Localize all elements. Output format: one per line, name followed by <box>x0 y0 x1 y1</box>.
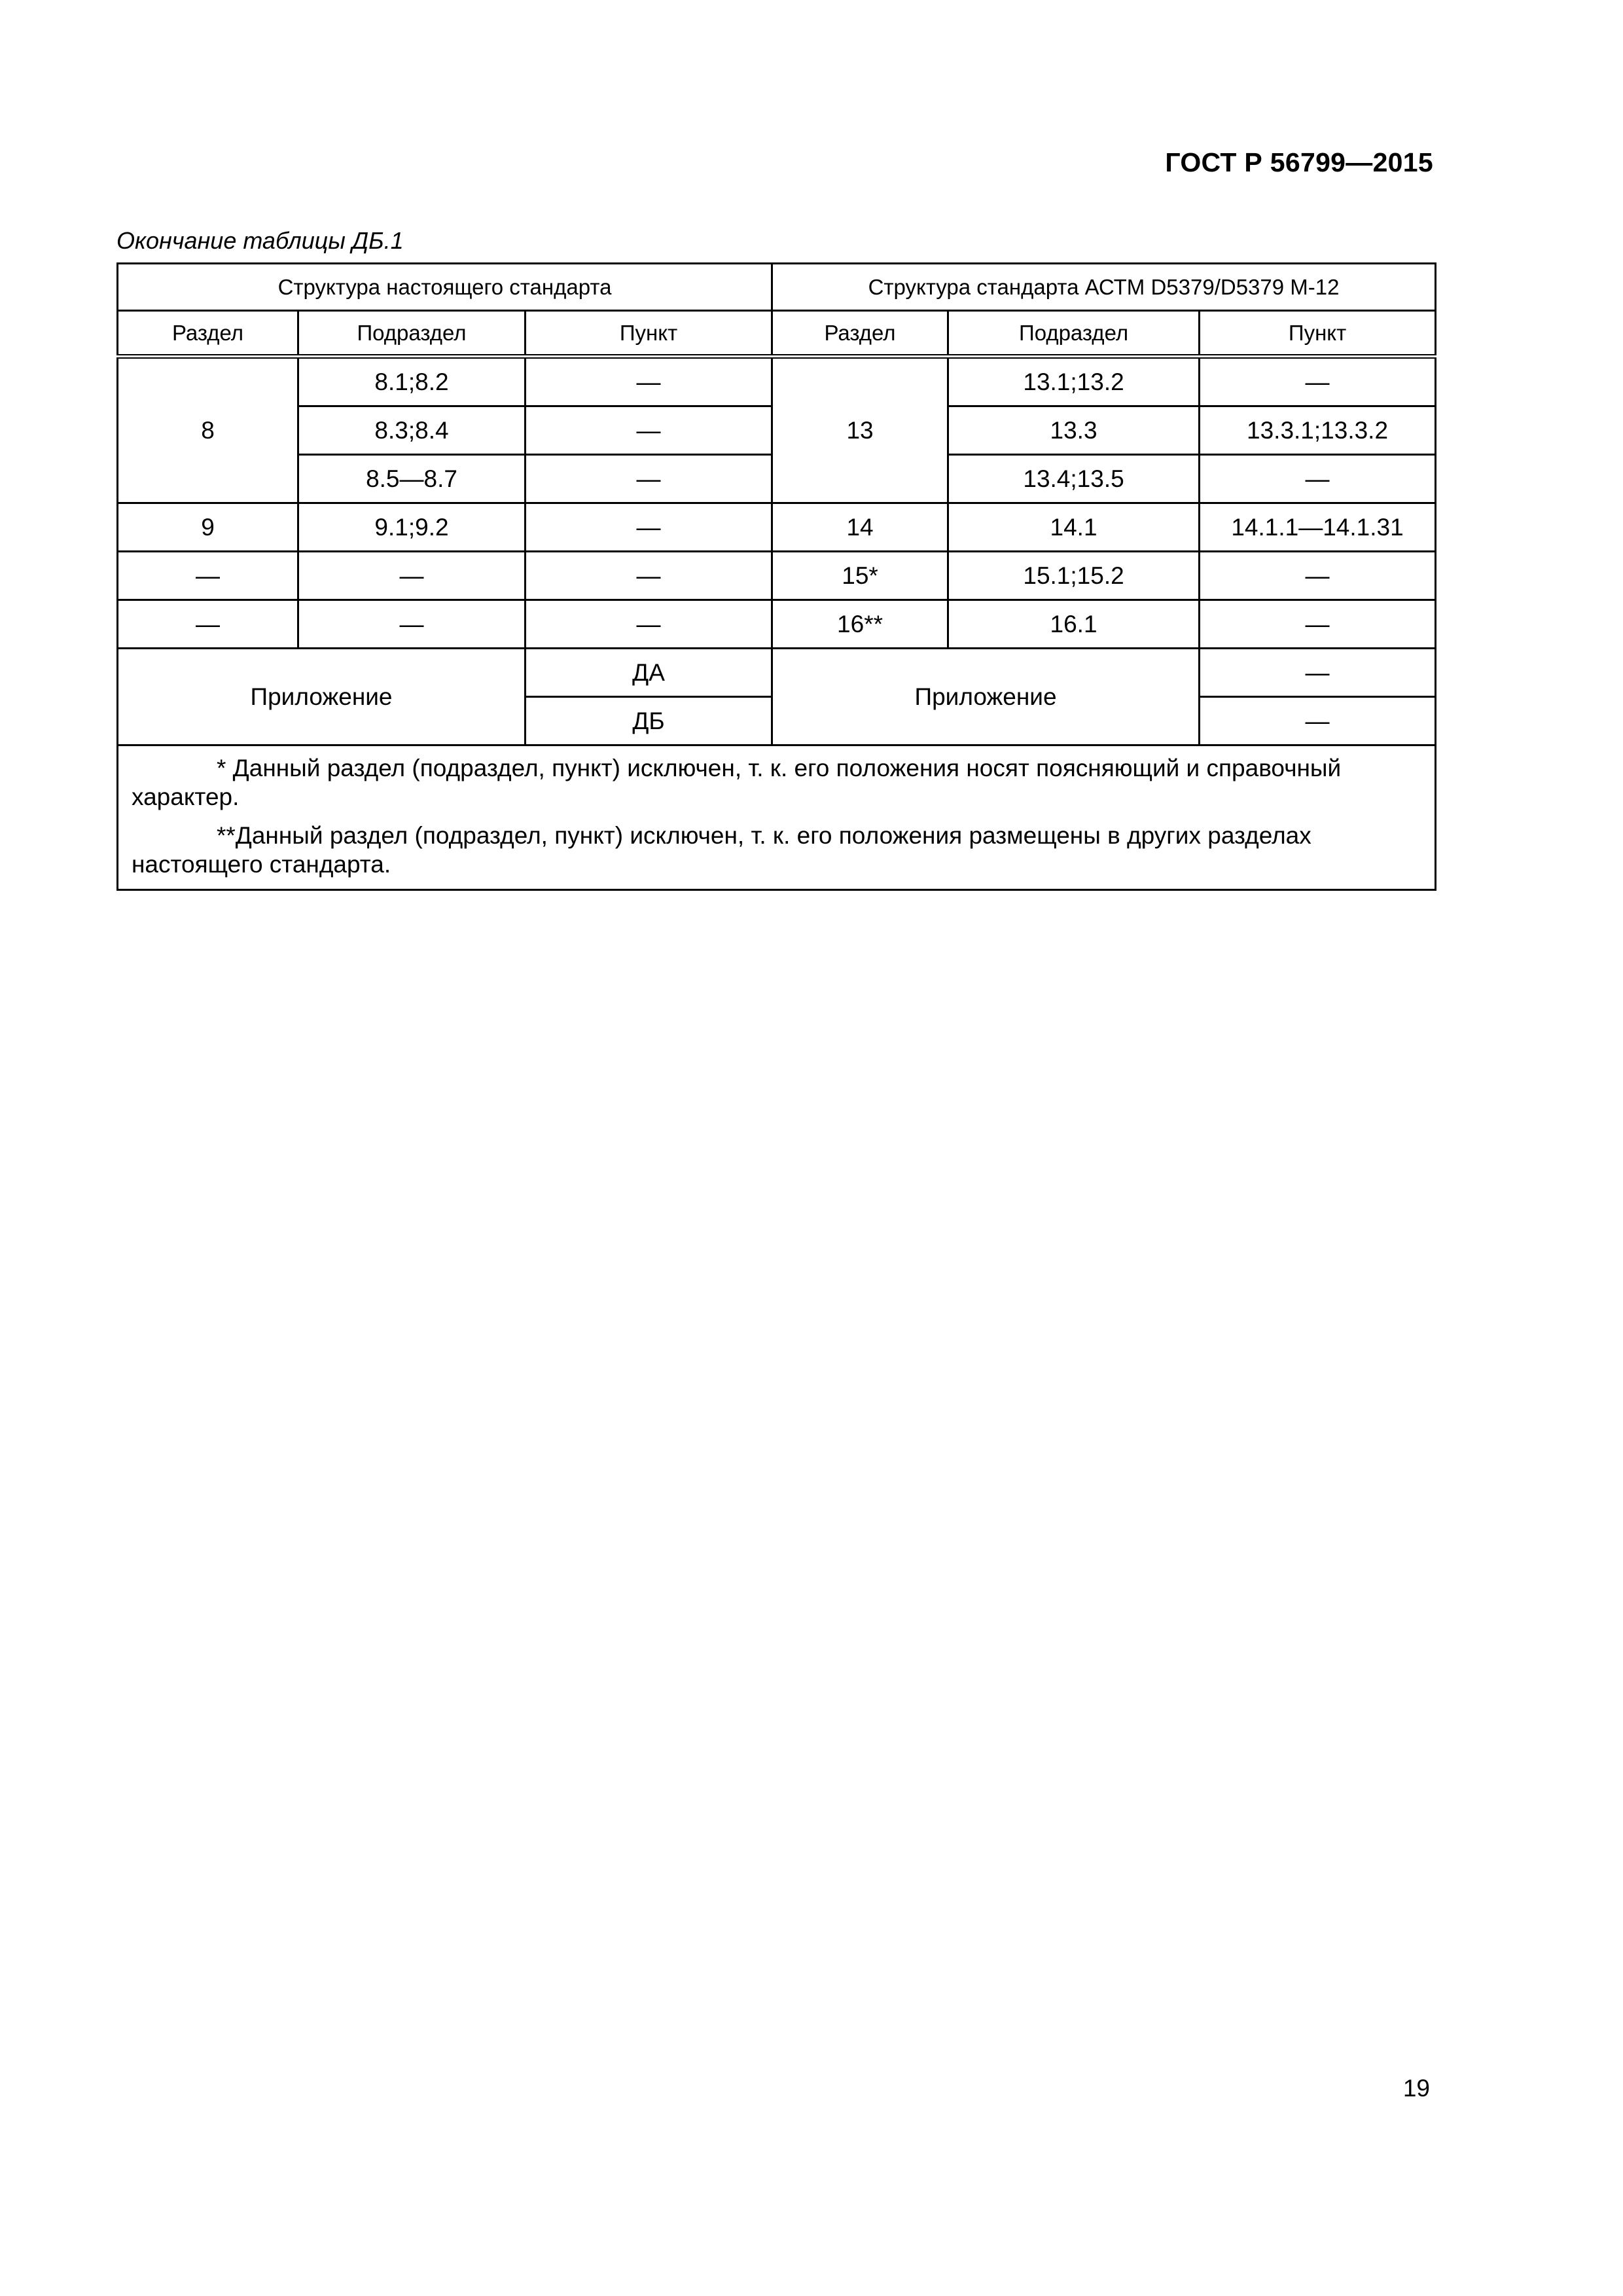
cell-section: 13 <box>772 357 948 503</box>
cell-section: 8 <box>118 357 298 503</box>
footnote: **Данный раздел (подраздел, пункт) исключен, т. к. его положения размещены в других разделах настоящего стандарта. <box>132 821 1311 878</box>
column-header: Раздел <box>772 311 948 357</box>
cell-item: — <box>1200 552 1436 600</box>
cell-subsection: — <box>298 552 526 600</box>
table-row <box>118 357 1436 406</box>
cell-subsection: 8.1;8.2 <box>298 357 526 406</box>
group-header-astm-standard: Структура стандарта АСТМ D5379/D5379 М-12 <box>772 264 1436 311</box>
table-row <box>118 503 1436 552</box>
appendix-item-right: — <box>1200 649 1436 697</box>
footnote: * Данный раздел (подраздел, пункт) исключен, т. к. его положения носят поясняющий и справочный характер. <box>132 755 1342 811</box>
cell-subsection: 15.1;15.2 <box>948 552 1200 600</box>
table-group-header-row <box>118 264 1436 311</box>
column-header: Пункт <box>526 311 772 357</box>
cell-item: — <box>1200 455 1436 503</box>
cell-subsection: 13.3 <box>948 406 1200 455</box>
table-caption: Окончание таблицы ДБ.1 <box>116 227 404 254</box>
cell-item: — <box>526 600 772 649</box>
column-header: Подраздел <box>298 311 526 357</box>
cell-item: 13.3.1;13.3.2 <box>1200 406 1436 455</box>
appendix-item-left: ДБ <box>526 697 772 745</box>
appendix-label-right: Приложение <box>772 649 1200 745</box>
cell-item: — <box>1200 600 1436 649</box>
appendix-item-right: — <box>1200 697 1436 745</box>
cell-subsection: 13.1;13.2 <box>948 357 1200 406</box>
cell-item: — <box>526 503 772 552</box>
table-row <box>118 600 1436 649</box>
cell-subsection: 13.4;13.5 <box>948 455 1200 503</box>
document-code: ГОСТ Р 56799—2015 <box>1165 147 1433 177</box>
cell-subsection: 16.1 <box>948 600 1200 649</box>
table-row <box>118 552 1436 600</box>
appendix-item-left: ДА <box>526 649 772 697</box>
cell-section: 15* <box>772 552 948 600</box>
column-header: Подраздел <box>948 311 1200 357</box>
structure-comparison-table <box>116 262 1436 891</box>
group-header-current-standard: Структура настоящего стандарта <box>118 264 772 311</box>
cell-section: 9 <box>118 503 298 552</box>
column-header: Пункт <box>1200 311 1436 357</box>
notes-row <box>118 745 1436 890</box>
cell-item: — <box>526 552 772 600</box>
column-header: Раздел <box>118 311 298 357</box>
table-notes <box>118 745 1436 890</box>
cell-item: — <box>526 357 772 406</box>
table-column-header-row <box>118 311 1436 357</box>
cell-subsection: 14.1 <box>948 503 1200 552</box>
cell-section: — <box>118 600 298 649</box>
cell-item: — <box>526 455 772 503</box>
cell-subsection: 8.3;8.4 <box>298 406 526 455</box>
cell-item: — <box>1200 357 1436 406</box>
appendix-label-left: Приложение <box>118 649 526 745</box>
cell-section: — <box>118 552 298 600</box>
cell-subsection: 9.1;9.2 <box>298 503 526 552</box>
cell-section: 16** <box>772 600 948 649</box>
cell-item: 14.1.1—14.1.31 <box>1200 503 1436 552</box>
appendix-row <box>118 649 1436 697</box>
cell-item: — <box>526 406 772 455</box>
cell-subsection: 8.5—8.7 <box>298 455 526 503</box>
page-number: 19 <box>1402 2075 1430 2102</box>
cell-section: 14 <box>772 503 948 552</box>
cell-subsection: — <box>298 600 526 649</box>
